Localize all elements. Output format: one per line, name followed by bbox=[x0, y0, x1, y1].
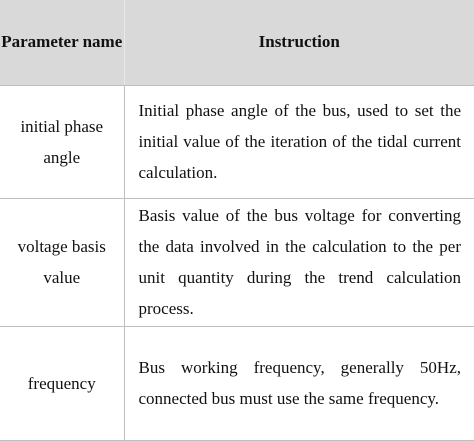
header-parameter-name: Parameter name bbox=[0, 0, 124, 85]
table-header-row bbox=[0, 0, 474, 85]
table-row bbox=[0, 85, 474, 198]
header-instruction: Instruction bbox=[124, 0, 474, 85]
parameter-name-cell: frequency bbox=[0, 326, 124, 440]
table-row bbox=[0, 326, 474, 440]
parameter-name-cell: voltage basis value bbox=[0, 198, 124, 326]
instruction-cell: Basis value of the bus voltage for converting the data involved in the calculation to the per unit quantity during the trend calculation process. bbox=[124, 198, 474, 326]
instruction-cell: Bus working frequency, generally 50Hz, connected bus must use the same frequency. bbox=[124, 326, 474, 440]
instruction-cell: Initial phase angle of the bus, used to set the initial value of the iteration of the tidal current calculation. bbox=[124, 85, 474, 198]
parameter-name-cell: initial phase angle bbox=[0, 85, 124, 198]
table-row bbox=[0, 198, 474, 326]
